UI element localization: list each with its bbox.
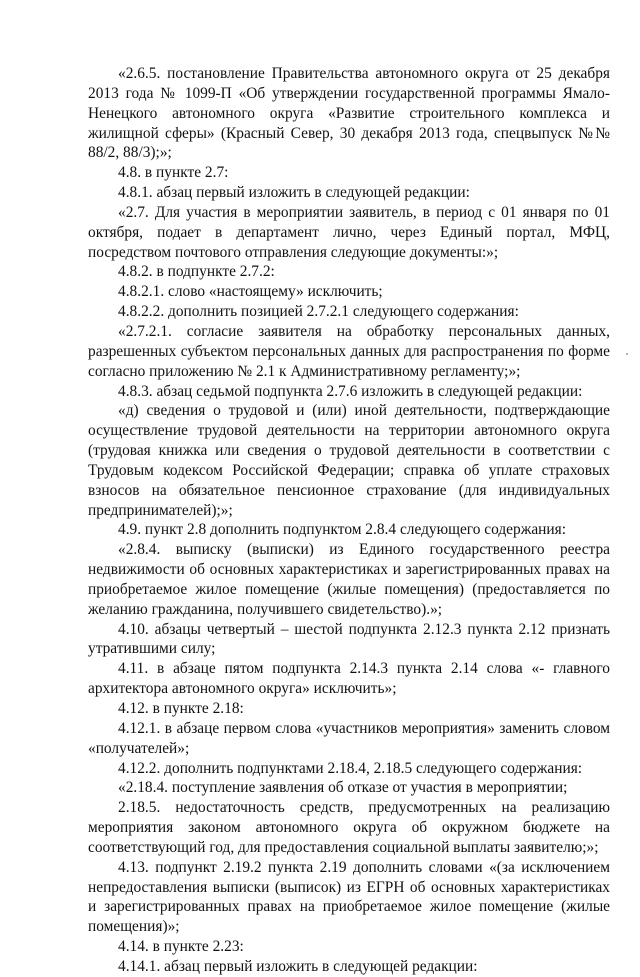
paragraph: 4.14. в пункте 2.23: — [118, 938, 244, 956]
paragraph: 4.13. подпункт 2.19.2 пункта 2.19 дополнить словами «(за исключением непредоставления выписки (выписок) из ЕГРН об основных характеристиках и зарегистрированных правах на приобретаемое жилое помещение (жилые помещения)»; — [88, 858, 610, 936]
paragraph: 4.8.2. в подпункте 2.7.2: — [118, 263, 275, 281]
paragraph: 4.8.3. абзац седьмой подпункта 2.7.6 изложить в следующей редакции: — [118, 382, 583, 400]
paragraph: 4.12. в пункте 2.18: — [118, 700, 244, 717]
paragraph: 4.11. в абзаце пятом подпункта 2.14.3 пункта 2.14 слова «- главного архитектора автономного округа» исключить»; — [88, 660, 610, 698]
paragraph: 4.14.1. абзац первый изложить в следующей редакции: — [118, 957, 478, 975]
paragraph: «2.18.4. поступление заявления об отказе от участия в мероприятии; — [118, 779, 568, 797]
paragraph: 4.9. пункт 2.8 дополнить подпунктом 2.8.4 следующего содержания: — [118, 521, 566, 539]
paragraph: «д) сведения о трудовой и (или) иной деятельности, подтверждающие осуществление трудовой деятельности на территории автономного округа (трудовая книжка или сведения о трудовой деятельности в соответствии с Трудовым кодексом Российской Федерации; справка об уплате страховых взносов на обязательное пенсионное страхование (для индивидуальных предпринимателей);»; — [88, 402, 610, 519]
scan-speck — [626, 353, 628, 355]
paragraph: «2.7. Для участия в мероприятии заявитель, в период с 01 января по 01 октября, подает в департамент лично, через Единый портал, МФЦ, посредством почтового отправления следующие документы:»; — [88, 203, 610, 261]
paragraph: «2.7.2.1. согласие заявителя на обработку персональных данных, разрешенных субъектом персональных данных для распространения по форме согласно приложению № 2.1 к Административному регламенту;»; — [88, 322, 610, 380]
paragraph: 4.8.2.2. дополнить позицией 2.7.2.1 следующего содержания: — [118, 303, 519, 321]
paragraph: 4.8.1. абзац первый изложить в следующей редакции: — [118, 184, 470, 202]
paragraph: «2.8.4. выписку (выписки) из Единого государственного реестра недвижимости об основных характеристиках и зарегистрированных правах на приобретаемое жилое помещение (жилые помещения) (предоставляется по желанию гражданина, получившего свидетельство).»; — [88, 541, 610, 618]
paragraph: 4.12.1. в абзаце первом слова «участников мероприятия» заменить словом «получателей»; — [88, 719, 610, 757]
paragraph: 2.18.5. недостаточность средств, предусмотренных на реализацию мероприятия законом автономного округа об окружном бюджете на соответствующий год, для предоставления социальной выплаты заявителю;»; — [88, 799, 610, 856]
paragraph: 4.8.2.1. слово «настоящему» исключить; — [118, 283, 383, 301]
paragraph: 4.12.2. дополнить подпунктами 2.18.4, 2.18.5 следующего содержания: — [118, 759, 583, 777]
paragraph: 4.10. абзацы четвертый – шестой подпункта 2.12.3 пункта 2.12 признать утратившими силу; — [88, 620, 610, 658]
paragraph: 4.8. в пункте 2.7: — [118, 164, 229, 182]
document-body — [88, 64, 610, 977]
paragraph: «2.6.5. постановление Правительства автономного округа от 25 декабря 2013 года № 1099-П «Об утверждении государственной программы Ямало-Ненецкого автономного округа «Развитие строительного комплекса и жилищной сферы» (Красный Север, 30 декабря 2013 года, спецвыпуск №№ 88/2, 88/3);»; — [88, 65, 610, 162]
